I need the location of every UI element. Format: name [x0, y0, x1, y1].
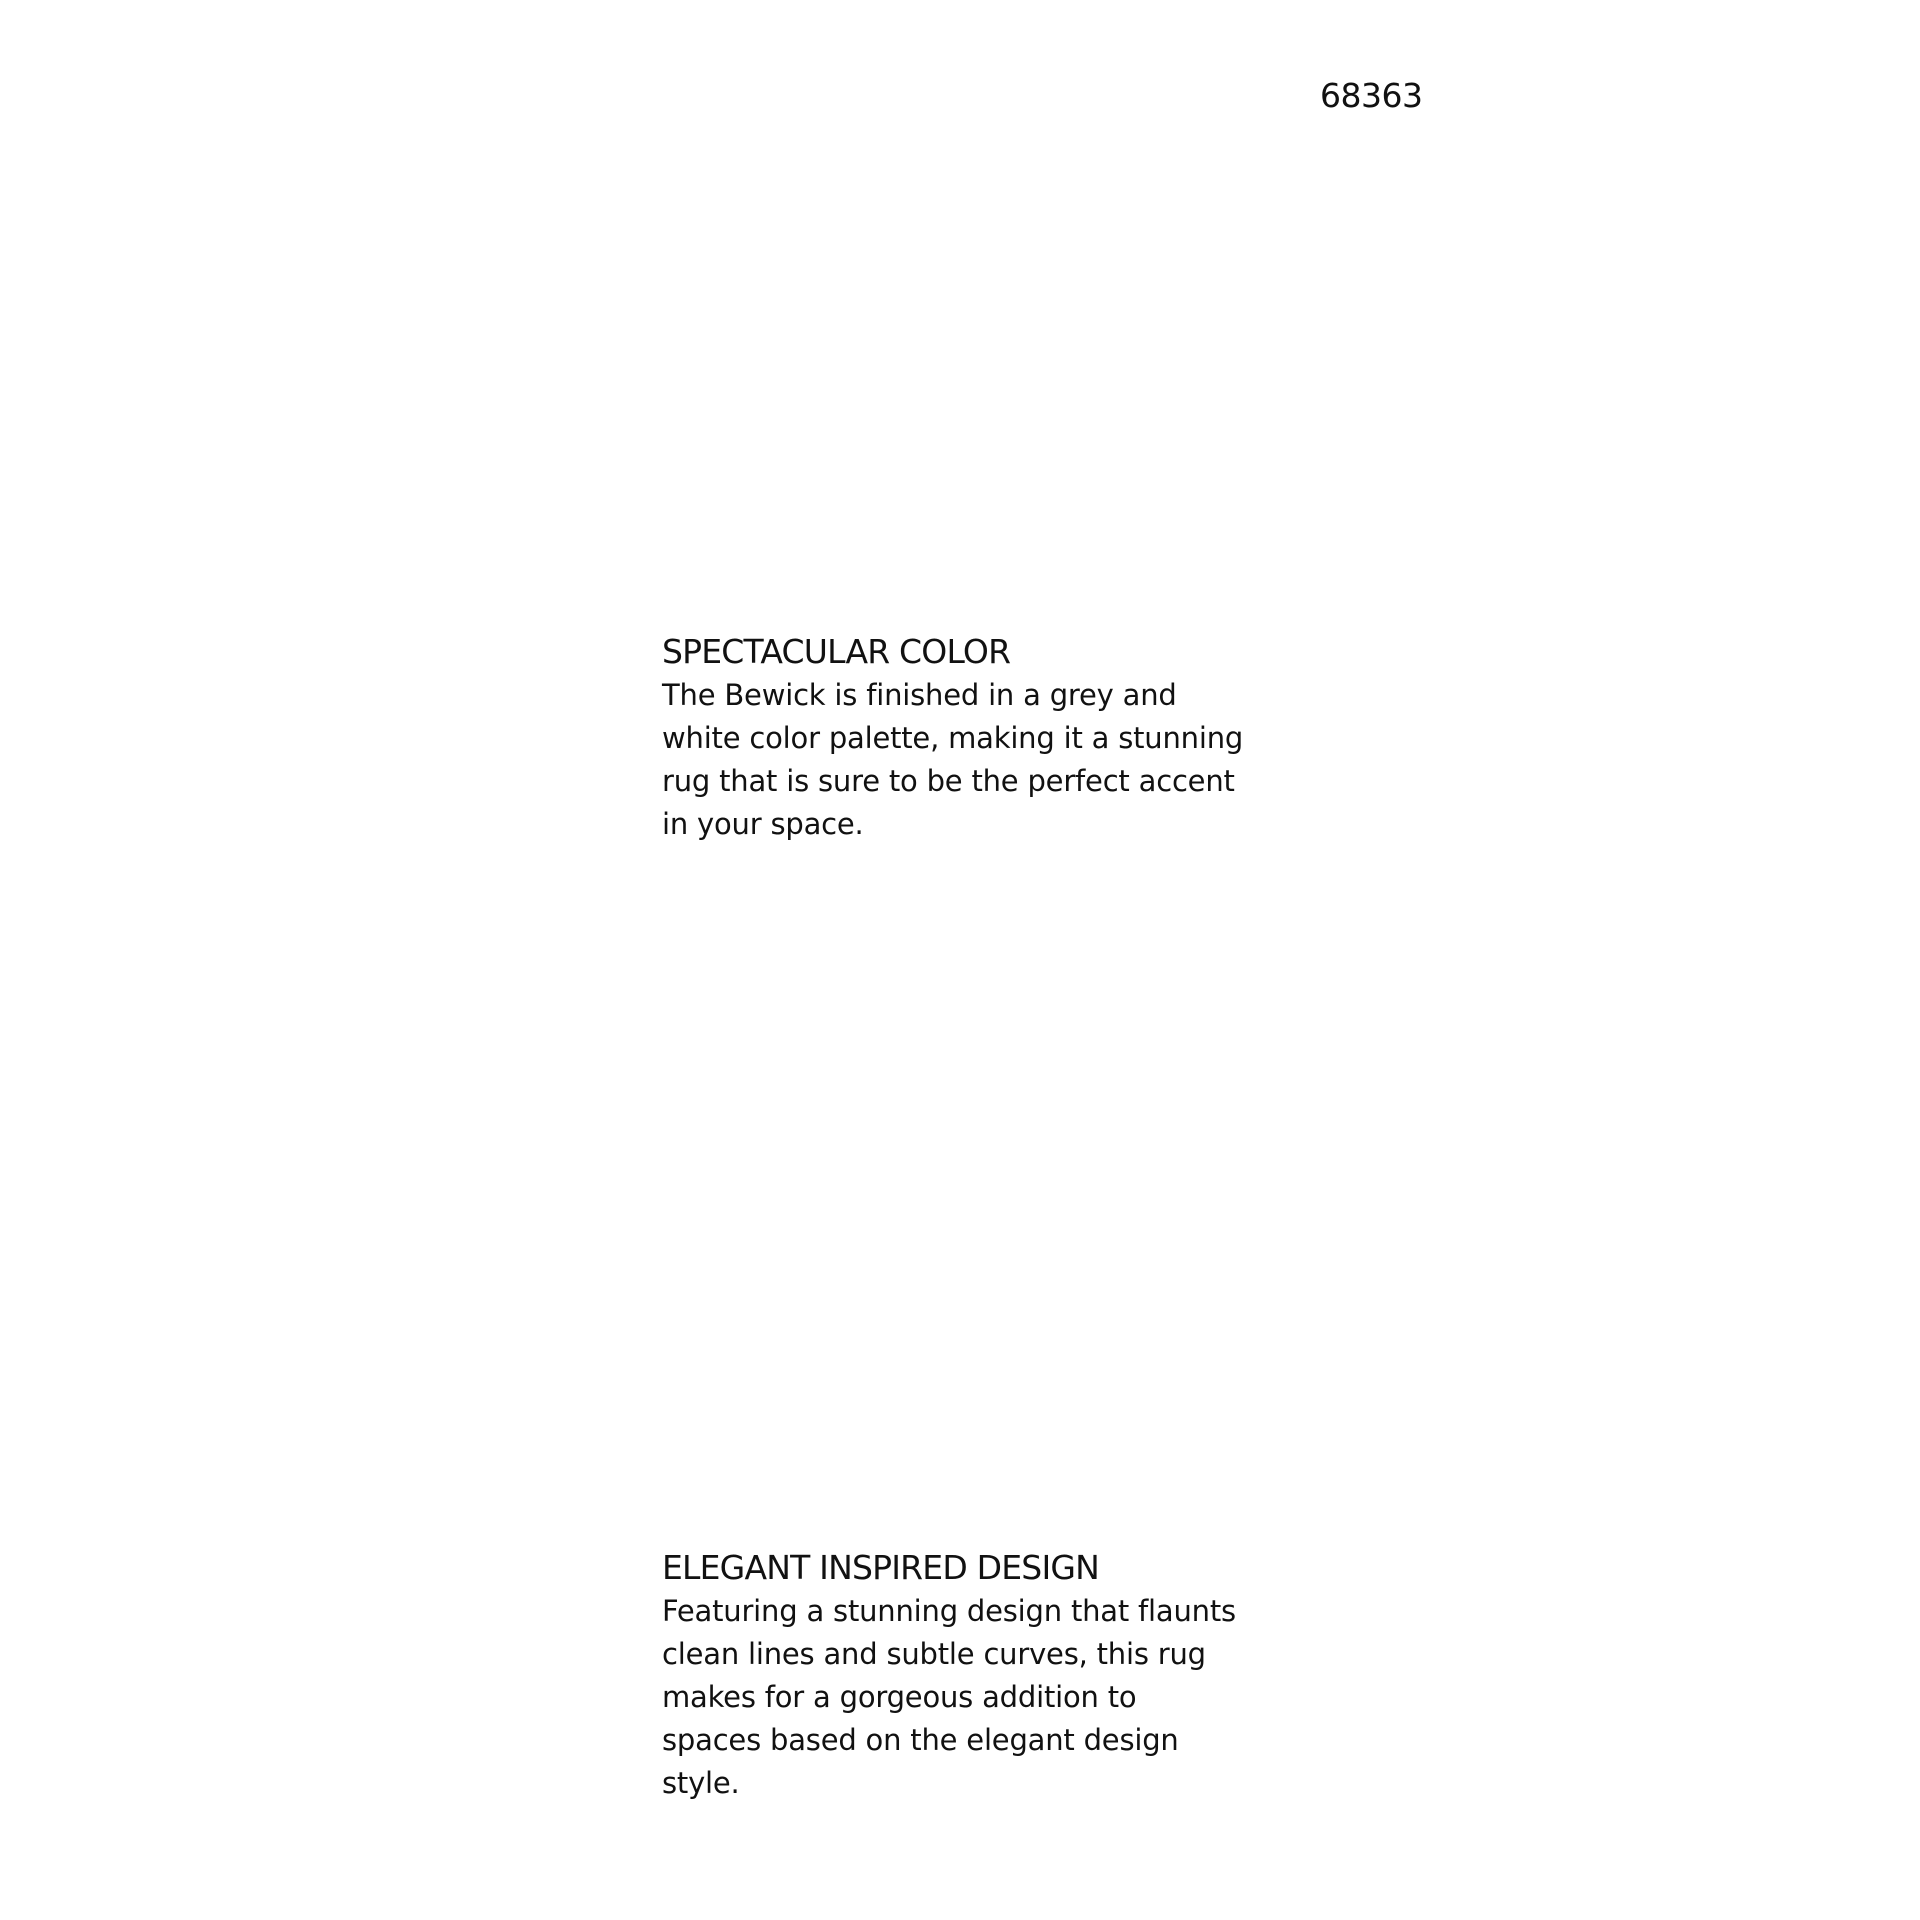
- feature-description: [662, 1590, 1282, 1805]
- feature-elegant-inspired-design: [662, 1546, 1282, 1805]
- description-line: style.: [662, 1766, 740, 1800]
- feature-heading: SPECTACULAR COLOR: [662, 632, 1011, 671]
- description-line: makes for a gorgeous addition to: [662, 1680, 1137, 1714]
- feature-spectacular-color: [662, 630, 1282, 846]
- description-line: spaces based on the elegant design: [662, 1723, 1179, 1757]
- feature-heading: ELEGANT INSPIRED DESIGN: [662, 1548, 1100, 1587]
- feature-description: [662, 674, 1282, 846]
- description-line: The Bewick is finished in a grey and: [662, 678, 1177, 712]
- description-line: clean lines and subtle curves, this rug: [662, 1637, 1206, 1671]
- description-line: white color palette, making it a stunning: [662, 721, 1244, 755]
- description-line: rug that is sure to be the perfect accent: [662, 764, 1235, 798]
- description-line: Featuring a stunning design that flaunts: [662, 1594, 1236, 1628]
- product-sku: 68363: [1320, 76, 1423, 115]
- description-line: in your space.: [662, 807, 864, 841]
